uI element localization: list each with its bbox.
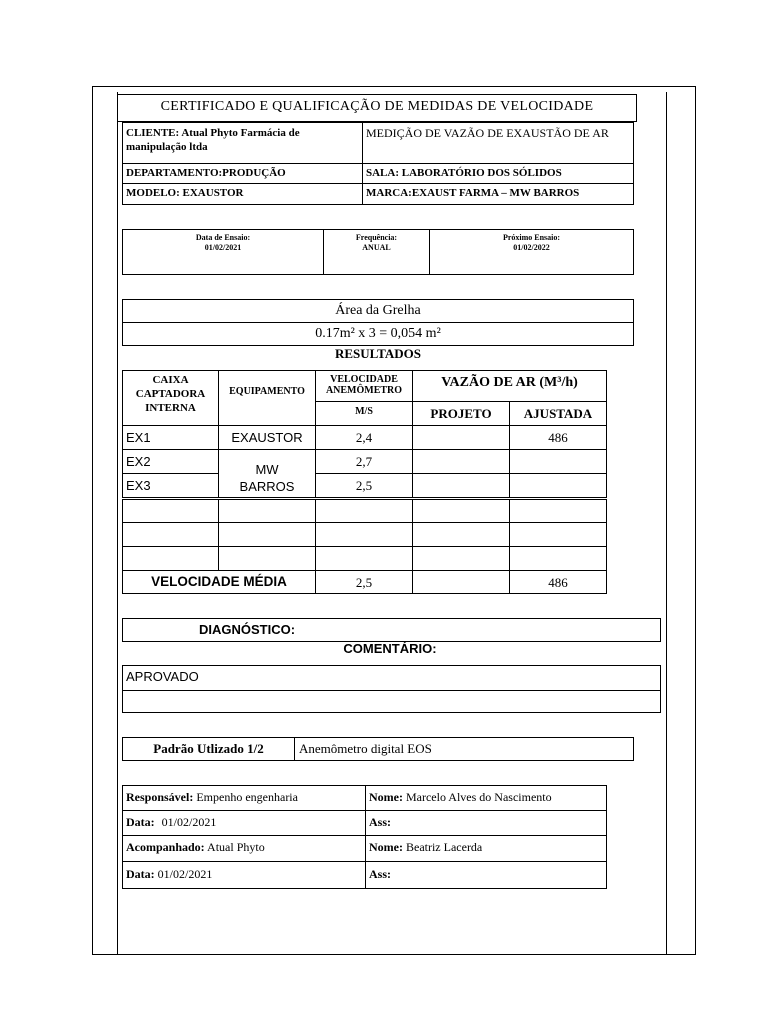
departamento-text: DEPARTAMENTO:PRODUÇÃO: [126, 167, 286, 179]
comentario-value: APROVADO: [126, 669, 199, 684]
media-ajustada-cell: [509, 570, 607, 594]
padrao-label: Padrão Utlizado 1/2: [153, 741, 264, 756]
nome2-label: Nome:: [369, 840, 403, 854]
diagnostico-cell: [122, 618, 661, 642]
grelha-value-cell: [122, 322, 634, 346]
nome1-label: Nome:: [369, 790, 403, 804]
frame-left-outer: [92, 86, 93, 955]
col-caixa-text-1: CAIXA: [152, 374, 189, 386]
media-label-cell: [122, 570, 316, 594]
col-vazao-text: VAZÃO DE AR (M³/h): [441, 375, 578, 390]
data1-cell: [122, 810, 366, 836]
proximo-ensaio-cell: [429, 229, 634, 275]
medicao-cell: [362, 122, 634, 164]
ass2-label: Ass:: [369, 867, 392, 881]
responsavel-value: Empenho engenharia: [196, 790, 298, 804]
data1-value: 01/02/2021: [161, 815, 217, 829]
frequencia-label: Frequência:: [355, 233, 398, 242]
row-ajustada-cell: [509, 449, 607, 474]
cliente-value-line1: Atual Phyto Farmácia de: [181, 127, 300, 139]
equipamento-cell-top: [218, 425, 316, 450]
marca-cell: [362, 183, 634, 205]
resultados-title: RESULTADOS: [335, 346, 421, 361]
col-velocidade-text-2: ANEMÔMETRO: [325, 385, 403, 396]
row-ajustada-cell: [509, 473, 607, 498]
col-projeto-header: [412, 401, 510, 426]
grelha-label: Área da Grelha: [335, 303, 421, 318]
col-ajustada-text: AJUSTADA: [523, 406, 593, 421]
row-caixa: EX1: [126, 430, 151, 445]
row-projeto-cell: [412, 425, 510, 450]
comentario-divider: [123, 690, 660, 691]
table-row: [122, 425, 219, 450]
cliente-label: CLIENTE:: [126, 127, 180, 139]
row-caixa: EX2: [126, 454, 151, 469]
col-caixa-text-3: INTERNA: [145, 402, 196, 414]
diagnostico-label: DIAGNÓSTICO:: [199, 622, 296, 637]
col-ms-header: [315, 401, 413, 426]
proximo-ensaio-value: 01/02/2022: [513, 243, 550, 252]
row-ajustada-cell: [509, 522, 607, 547]
col-equipamento-header: [218, 370, 316, 426]
frame-top-line: [92, 86, 696, 87]
row-vel-cell: [315, 546, 413, 571]
table-row: [122, 546, 219, 571]
row-equip-cell: [218, 499, 316, 523]
modelo-cell: [122, 183, 363, 205]
equipamento-exaustor: EXAUSTOR: [231, 430, 303, 445]
data2-cell: [122, 861, 366, 889]
grelha-label-cell: [122, 299, 634, 323]
row-vel: 2,7: [355, 454, 373, 469]
col-caixa-header: [122, 370, 219, 426]
equipamento-barros: BARROS: [239, 479, 295, 494]
row-projeto-cell: [412, 449, 510, 474]
medicao-text: MEDIÇÃO DE VAZÃO DE EXAUSTÃO DE AR: [366, 126, 609, 140]
media-vel-cell: [315, 570, 413, 594]
row-vel-cell: [315, 473, 413, 498]
row-vel-cell: [315, 522, 413, 547]
row-ajustada-cell: [509, 499, 607, 523]
marca-text: MARCA:EXAUST FARMA – MW BARROS: [366, 187, 580, 199]
data2-value: 01/02/2021: [157, 867, 213, 881]
nome1-value: Marcelo Alves do Nascimento: [405, 790, 552, 804]
col-projeto-text: PROJETO: [430, 406, 492, 421]
ass2-cell: [365, 861, 607, 889]
row-vel-cell: [315, 499, 413, 523]
data-ensaio-cell: [122, 229, 324, 275]
col-velocidade-header: [315, 370, 413, 402]
frequencia-value: ANUAL: [362, 243, 391, 252]
data-ensaio-value: 01/02/2021: [204, 243, 242, 252]
padrao-value: Anemômetro digital EOS: [299, 741, 432, 756]
row-vel: 2,5: [355, 478, 373, 493]
data2-label: Data:: [126, 867, 155, 881]
col-velocidade-text-1: VELOCIDADE: [330, 374, 398, 385]
row-projeto-cell: [412, 499, 510, 523]
frame-bottom-line: [92, 954, 696, 955]
row-vel-cell: [315, 449, 413, 474]
acompanhado-label: Acompanhado:: [126, 840, 205, 854]
table-row: [122, 449, 219, 474]
frame-left-inner: [117, 92, 118, 955]
row-caixa: EX3: [126, 478, 151, 493]
row-projeto-cell: [412, 473, 510, 498]
col-equipamento-text: EQUIPAMENTO: [229, 386, 305, 397]
modelo-text: MODELO: EXAUSTOR: [126, 187, 244, 199]
sala-text: SALA: LABORATÓRIO DOS SÓLIDOS: [366, 167, 562, 179]
grelha-value: 0.17m² x 3 = 0,054 m²: [315, 326, 441, 341]
frequencia-cell: [323, 229, 430, 275]
cliente-value-line2: manipulação ltda: [126, 141, 208, 153]
frame-right-inner: [666, 92, 667, 955]
data1-label: Data:: [126, 815, 155, 829]
ass1-label: Ass:: [369, 815, 392, 829]
frame-right-outer: [695, 86, 696, 955]
nome2-value: Beatriz Lacerda: [405, 840, 483, 854]
table-row: [122, 499, 219, 523]
padrao-value-cell: [294, 737, 634, 761]
acompanhado-cell: [122, 835, 366, 862]
row-ajustada: 486: [548, 430, 568, 445]
media-projeto-cell: [412, 570, 510, 594]
comentario-cell: [122, 665, 661, 713]
row-vel-cell: [315, 425, 413, 450]
row-ajustada-cell: [509, 546, 607, 571]
col-ms-text: M/S: [355, 406, 373, 417]
cliente-cell: [122, 122, 363, 164]
page-title: CERTIFICADO E QUALIFICAÇÃO DE MEDIDAS DE VELOCIDADE: [160, 99, 594, 114]
departamento-cell: [122, 163, 363, 184]
responsavel-label: Responsável:: [126, 790, 194, 804]
proximo-ensaio-label: Próximo Ensaio:: [502, 233, 561, 242]
nome2-cell: [365, 835, 607, 862]
row-projeto-cell: [412, 546, 510, 571]
acompanhado-value: Atual Phyto: [207, 840, 265, 854]
equipamento-cell-merged: [218, 449, 316, 498]
row-ajustada-cell: [509, 425, 607, 450]
title-box: [117, 94, 637, 122]
sala-cell: [362, 163, 634, 184]
media-label: VELOCIDADE MÉDIA: [151, 574, 287, 589]
equipamento-mw: MW: [255, 462, 279, 477]
col-ajustada-header: [509, 401, 607, 426]
padrao-label-cell: [122, 737, 295, 761]
table-row: [122, 522, 219, 547]
row-equip-cell: [218, 522, 316, 547]
table-row: [122, 473, 219, 498]
nome1-cell: [365, 785, 607, 811]
ass1-cell: [365, 810, 607, 836]
data-ensaio-label: Data de Ensaio:: [195, 233, 251, 242]
col-caixa-text-2: CAPTADORA: [135, 388, 206, 400]
media-vel: 2,5: [355, 575, 373, 590]
media-ajustada: 486: [548, 575, 568, 590]
row-projeto-cell: [412, 522, 510, 547]
row-vel: 2,4: [355, 430, 373, 445]
row-equip-cell: [218, 546, 316, 571]
col-vazao-header: [412, 370, 607, 402]
responsavel-cell: [122, 785, 366, 811]
comentario-title: COMENTÁRIO:: [343, 641, 437, 656]
